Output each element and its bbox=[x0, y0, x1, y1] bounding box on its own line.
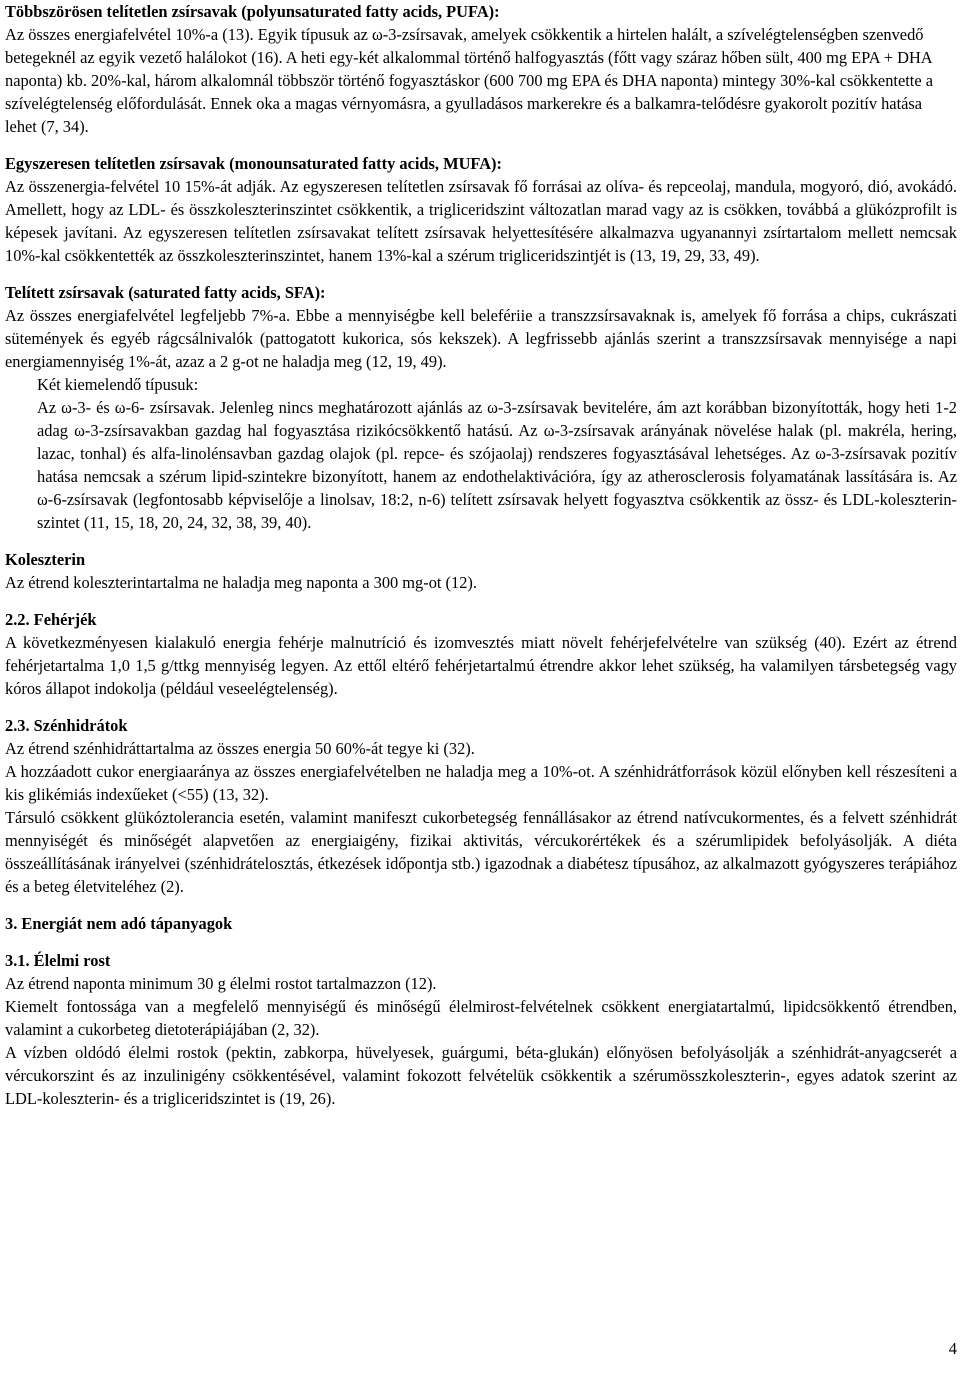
mufa-heading: Egyszeresen telítetlen zsírsavak (monounsaturated fatty acids, MUFA): bbox=[5, 154, 502, 173]
cholesterol-heading: Koleszterin bbox=[5, 550, 86, 569]
spacer bbox=[5, 534, 957, 548]
carb-p3: Társuló csökkent glükóztolerancia esetén, valamint manifeszt cukorbetegség fennállásakor az étrend natívcukormentes, és a felvett szénhidrát mennyiségét és minőségét alapvetően az energiaigény, fizikai aktivitás, vércukorértékek és a szérumlipidek befolyásolják. A diéta összeállításának irányelvei (szénhidrátelosztás, étkezések időpontja stb.) igazodnak a diabétesz típusához, az alkalmazott gyógyszeres terápiához és a beteg életviteléhez (2). bbox=[5, 808, 957, 896]
spacer bbox=[5, 898, 957, 912]
carb-p1: Az étrend szénhidráttartalma az összes energia 50 60%-át tegye ki (32). bbox=[5, 739, 475, 758]
sfa-sub-body: Az ω-3- és ω-6- zsírsavak. Jelenleg nincs meghatározott ajánlás az ω-3-zsírsavak bevitelére, ám azt korábban bizonyították, hogy heti 1-2 adag ω-3-zsírsavakban gazdag hal fogyasztása rizikócsökkentő hatású. Az ω-3-zsírsavak arányának növelése halak (pl. makréla, hering, lazac, tonhal) és alfa-linolénsavban gazdag olajok (pl. repce- és szójaolaj) rendszeres fogyasztásával lehetséges. Az ω-3-zsírsavak pozitív hatása nemcsak a szérum lipid-szintekre bizonyított, hanem az endothelaktivációra, így az atherosclerosis folyamatának lassítására is. Az ω-6-zsírsavak (legfontosabb képviselője a linolsav, 18:2, n-6) telített zsírsavak helyett fogyasztva csökkentik az össz- és LDL-koleszterin-szintet (11, 15, 18, 20, 24, 32, 38, 39, 40). bbox=[37, 398, 957, 532]
carb-heading: 2.3. Szénhidrátok bbox=[5, 716, 128, 735]
nonenergy-heading: 3. Energiát nem adó tápanyagok bbox=[5, 914, 233, 933]
cholesterol-body: Az étrend koleszterintartalma ne haladja meg naponta a 300 mg-ot (12). bbox=[5, 573, 477, 592]
protein-heading: 2.2. Fehérjék bbox=[5, 610, 97, 629]
fiber-heading: 3.1. Élelmi rost bbox=[5, 951, 111, 970]
fiber-p1: Az étrend naponta minimum 30 g élelmi rostot tartalmazzon (12). bbox=[5, 974, 437, 993]
spacer bbox=[5, 935, 957, 949]
pufa-heading: Többszörösen telítetlen zsírsavak (polyunsaturated fatty acids, PUFA): bbox=[5, 2, 500, 21]
spacer bbox=[5, 700, 957, 714]
sfa-heading: Telített zsírsavak (saturated fatty acids, SFA): bbox=[5, 283, 326, 302]
spacer bbox=[5, 267, 957, 281]
protein-body: A következményesen kialakuló energia fehérje malnutríció és izomvesztés miatt növelt fehérjefelvételre van szükség (40). Ezért az étrend fehérjetartalma 1,0 1,5 g/ttkg mennyiség legyen. Az ettől eltérő fehérjetartalmú étrendre akkor lehet szükség, ha valamilyen társbetegség vagy kóros állapot indokolja (például veseelégtelenség). bbox=[5, 633, 957, 698]
spacer bbox=[5, 594, 957, 608]
carb-p2: A hozzáadott cukor energiaaránya az összes energiafelvételben ne haladja meg a 10%-ot. A szénhidrátforrások közül előnyben kell részesíteni a kis glikémiás indexűeket (<55) (13, 32). bbox=[5, 762, 957, 804]
fiber-p2: Kiemelt fontossága van a megfelelő mennyiségű és minőségű élelmirost-felvételnek csökkent energiatartalmú, lipidcsökkentő étrendben, valamint a cukorbeteg dietoterápiájában (2, 32). bbox=[5, 997, 957, 1039]
pufa-body: Az összes energiafelvétel 10%-a (13). Egyik típusuk az ω-3-zsírsavak, amelyek csökkentik a hirtelen halált, a szívelégtelenségben szenvedő betegeknél az egyik vezető halálokot (16). A heti egy-két alkalommal történő halfogyasztás (főtt vagy száraz hőben sült, 400 mg EPA + DHA naponta) kb. 20%-kal, három alkalomnál többször történő fogyasztáskor (600 700 mg EPA és DHA naponta) mintegy 30%-kal csökkentette a szívelégtelenség előfordulását. Ennek oka a magas vérnyomásra, a gyulladásos markerekre és a balkamra-telődésre gyakorolt pozitív hatása lehet (7, 34). bbox=[5, 25, 933, 136]
page-number: 4 bbox=[948, 1339, 957, 1358]
sfa-subtitle: Két kiemelendő típusuk: bbox=[37, 375, 199, 394]
fiber-p3: A vízben oldódó élelmi rostok (pektin, zabkorpa, hüvelyesek, guárgumi, béta-glukán) előnyösen befolyásolják a szénhidrát-anyagcserét a vércukorszint és az inzulinigény csökkentésével, valamint fokozott felvételük csökkentik a szérumösszkoleszterin-, egyes adatok szerint az LDL-koleszterin- és a trigliceridszintet is (19, 26). bbox=[5, 1043, 957, 1108]
spacer bbox=[5, 138, 957, 152]
mufa-body: Az összenergia-felvétel 10 15%-át adják. Az egyszeresen telítetlen zsírsavak fő forrásai az olíva- és repceolaj, mandula, mogyoró, dió, avokádó. Amellett, hogy az LDL- és összkoleszterinszintet csökkentik, a trigliceridszint változatlan marad vagy az is csökken, továbbá a glükózprofilt is képesek javítani. Az egyszeresen telítetlen zsírsavakat telített zsírsavak helyettesítésére alkalmazva ugyanannyi zsírtartalom mellett nemcsak 10%-kal csökkentették az összkoleszterinszintet, hanem 13%-kal a szérum trigliceridszintjét is (13, 19, 29, 33, 49). bbox=[5, 177, 957, 265]
sfa-body: Az összes energiafelvétel legfeljebb 7%-a. Ebbe a mennyiségbe kell belefériie a transzzsírsavaknak is, amelyek fő forrása a chips, cukrászati sütemények és egyéb rágcsálnivalók (pattogatott kukorica, sós kekszek). A legfrissebb ajánlás szerint a transzzsírsavak mennyisége a napi energiamennyiség 1%-át, azaz a 2 g-ot ne haladja meg (12, 19, 49). bbox=[5, 306, 957, 371]
